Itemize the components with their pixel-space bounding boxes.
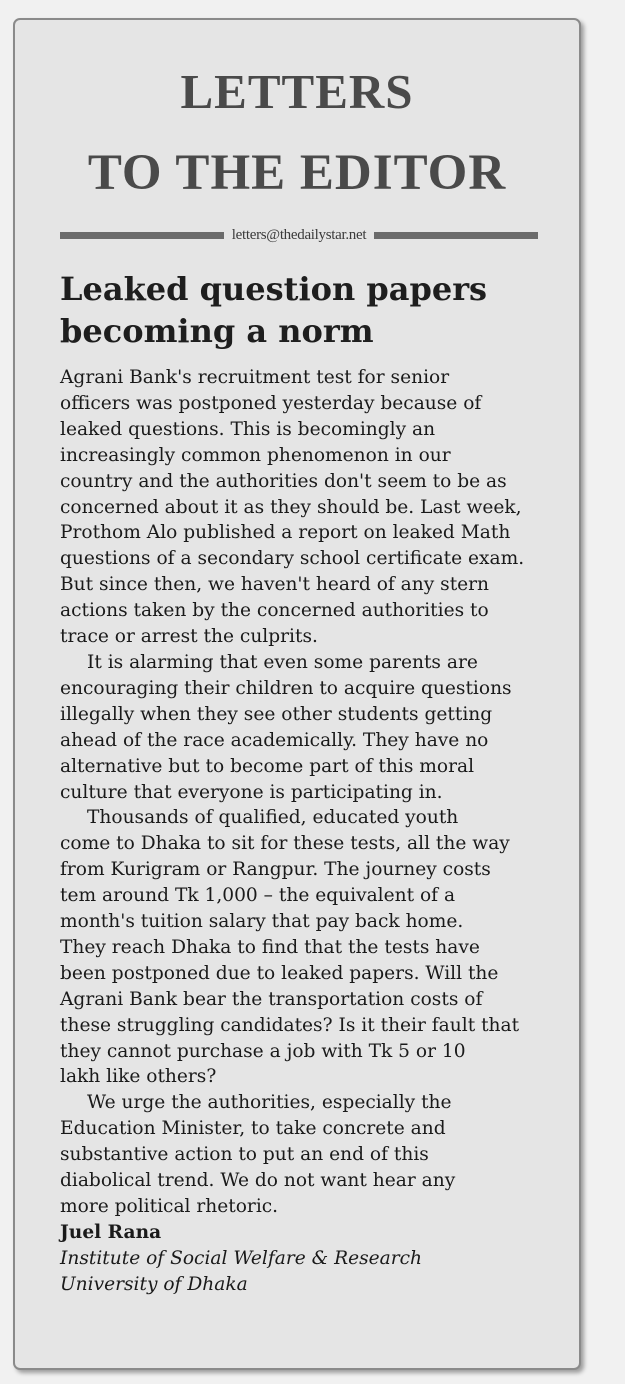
text-line: diabolical trend. We do not want hear any [60, 1170, 456, 1192]
author-name: Juel Rana [60, 1221, 162, 1243]
text-line: tem around Tk 1,000 – the equivalent of a [60, 885, 456, 907]
text-line: from Kurigram or Rangpur. The journey costs [60, 859, 491, 881]
text-line: questions of a secondary school certificate exam. [60, 548, 525, 570]
text-line: more political rhetoric. [60, 1196, 279, 1217]
right-rule [374, 232, 538, 239]
letter-headline [60, 268, 560, 352]
letters-box [13, 18, 581, 1370]
text-line: these struggling candidates? Is it their fault that [60, 1014, 520, 1036]
letter-body [60, 365, 580, 1298]
text-line: country and the authorities don't seem to be as [60, 470, 507, 492]
editor-email: letters@thedailystar.net [231, 226, 367, 243]
headline-line: becoming a norm [60, 312, 374, 350]
text-line: Education Minister, to take concrete and [60, 1118, 446, 1140]
text-line: come to Dhaka to sit for these tests, all the way [60, 833, 510, 855]
text-line: Thousands of qualified, educated youth [87, 807, 459, 829]
author-university: University of Dhaka [60, 1273, 248, 1295]
text-line: actions taken by the concerned authorities to [60, 600, 489, 622]
text-line: We urge the authorities, especially the [87, 1092, 452, 1114]
text-line: they cannot purchase a job with Tk 5 or 10 [60, 1040, 466, 1062]
text-line: substantive action to put an end of this [60, 1144, 429, 1166]
text-line: Agrani Bank bear the transportation costs of [60, 988, 483, 1010]
masthead-line-2: TO THE EDITOR [87, 145, 507, 201]
masthead-line-1: LETTERS [180, 64, 414, 119]
paragraph-3 [60, 805, 580, 1090]
text-line: trace or arrest the culprits. [60, 626, 318, 648]
headline-line: Leaked question papers [60, 270, 488, 308]
text-line: officers was postponed yesterday because of [60, 392, 482, 414]
text-line: culture that everyone is participating in. [60, 781, 443, 803]
text-line: It is alarming that even some parents are [87, 651, 478, 673]
text-line: illegally when they see other students getting [60, 703, 493, 725]
text-line: ahead of the race academically. They have no [60, 729, 489, 751]
email-row [60, 224, 538, 246]
text-line: been postponed due to leaked papers. Will the [60, 962, 499, 984]
text-line: concerned about it as they should be. Last week, [60, 496, 522, 518]
text-line: Agrani Bank's recruitment test for senior [60, 367, 450, 388]
left-rule [60, 232, 224, 239]
text-line: Prothom Alo published a report on leaked Math [60, 522, 511, 544]
paragraph-4 [60, 1090, 580, 1220]
text-line: lakh like others? [60, 1066, 217, 1088]
text-line: alternative but to become part of this moral [60, 755, 475, 777]
text-line: leaked questions. This is becomingly an [60, 418, 436, 440]
author-affiliation: Institute of Social Welfare & Research [60, 1247, 423, 1269]
text-line: They reach Dhaka to find that the tests have [60, 936, 480, 958]
text-line: increasingly common phenomenon in our [60, 444, 451, 466]
text-line: encouraging their children to acquire questions [60, 677, 512, 699]
text-line: But since then, we haven't heard of any stern [60, 574, 490, 596]
text-line: month's tuition salary that pay back home. [60, 911, 464, 933]
paragraph-2 [60, 650, 580, 805]
paragraph-1 [60, 365, 580, 650]
